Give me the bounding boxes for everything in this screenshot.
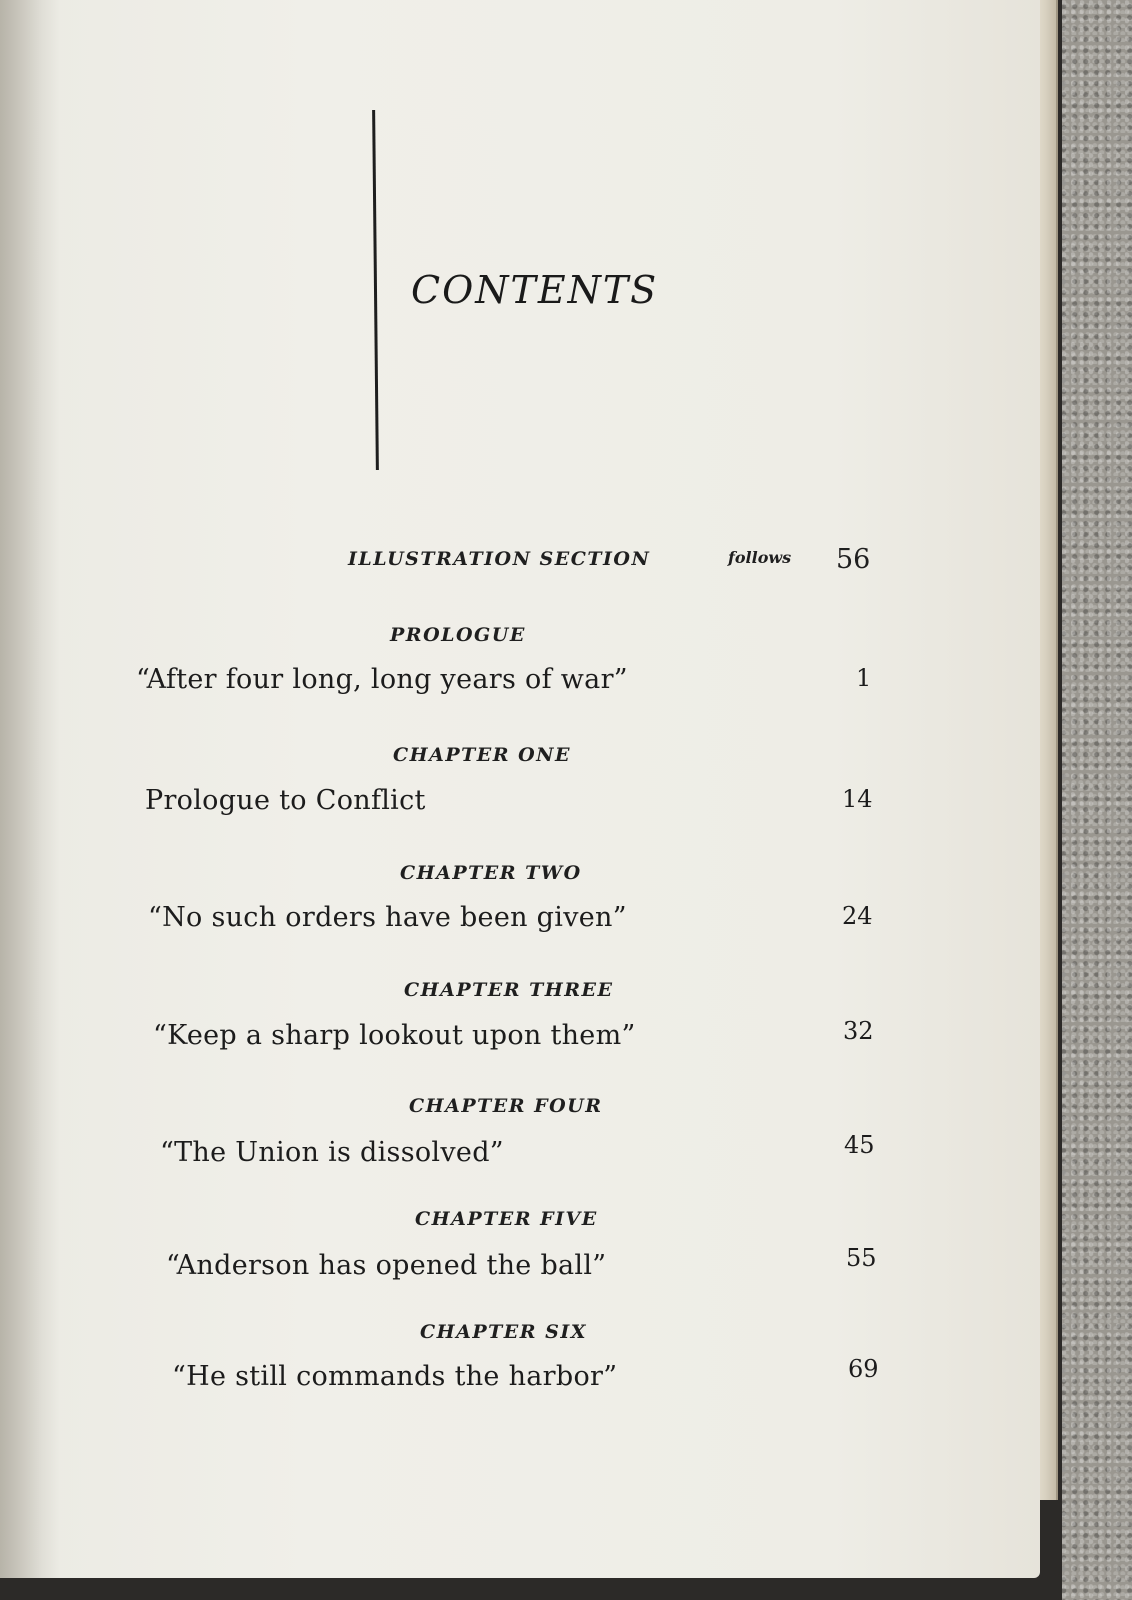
entry-title: “After four long, long years of war” bbox=[136, 664, 628, 695]
entry-title: “The Union is dissolved” bbox=[160, 1137, 504, 1168]
entry-page-number: 69 bbox=[848, 1355, 879, 1383]
vertical-rule bbox=[372, 110, 379, 470]
entry-title: “He still commands the harbor” bbox=[172, 1361, 618, 1392]
entry-heading: CHAPTER SIX bbox=[420, 1321, 587, 1343]
entry-title: “Keep a sharp lookout upon them” bbox=[153, 1020, 636, 1051]
entry-title: “No such orders have been given” bbox=[148, 902, 627, 933]
entry-page-number: 45 bbox=[844, 1131, 875, 1159]
illustration-section-label: ILLUSTRATION SECTION bbox=[348, 548, 651, 570]
entry-title: “Anderson has opened the ball” bbox=[166, 1250, 607, 1281]
entry-heading: PROLOGUE bbox=[390, 624, 526, 646]
entry-page-number: 32 bbox=[843, 1017, 874, 1045]
gutter-shadow bbox=[0, 0, 60, 1578]
entry-heading: CHAPTER THREE bbox=[404, 979, 614, 1001]
entry-page-number: 55 bbox=[846, 1244, 877, 1272]
illustration-page-number: 56 bbox=[836, 544, 871, 575]
entry-page-number: 14 bbox=[842, 785, 873, 813]
entry-heading: CHAPTER TWO bbox=[400, 862, 582, 884]
entry-heading: CHAPTER FIVE bbox=[415, 1208, 598, 1230]
entry-heading: CHAPTER FOUR bbox=[409, 1095, 603, 1117]
entry-heading: CHAPTER ONE bbox=[393, 744, 572, 766]
entry-title: Prologue to Conflict bbox=[145, 785, 426, 816]
entry-page-number: 24 bbox=[842, 902, 873, 930]
illustration-follows-label: follows bbox=[728, 548, 792, 567]
contents-title: CONTENTS bbox=[411, 268, 659, 312]
entry-page-number: 1 bbox=[856, 664, 872, 692]
